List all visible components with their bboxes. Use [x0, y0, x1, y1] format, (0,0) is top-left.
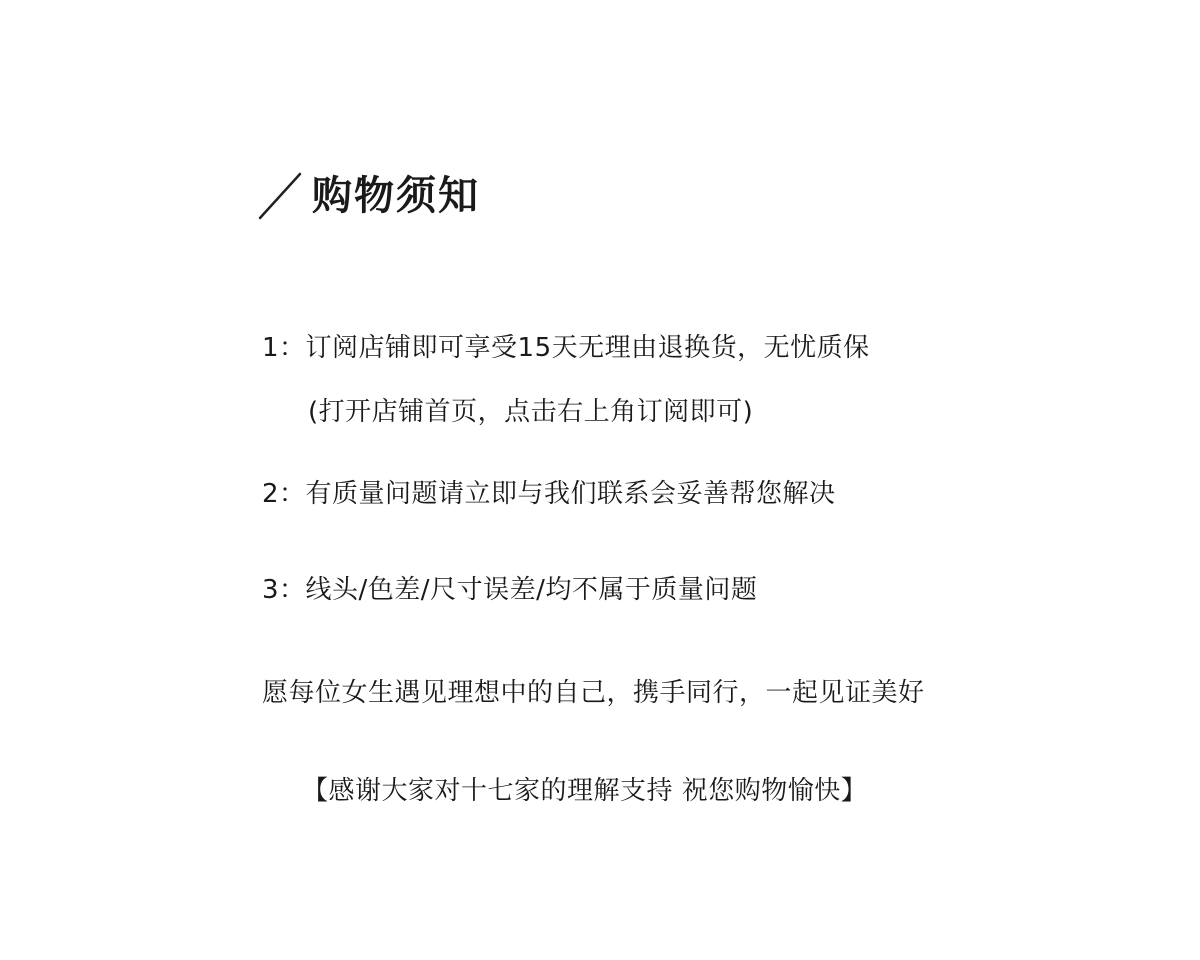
item-number: 1：	[262, 333, 306, 363]
item-number: 2：	[262, 479, 306, 509]
thanks-text: 【感谢大家对十七家的理解支持 祝您购物愉快】	[302, 776, 868, 806]
notice-item-1-note: (打开店铺首页，点击右上角订阅即可)	[308, 397, 754, 427]
slash-mark-icon	[258, 172, 302, 220]
item-text: 订阅店铺即可享受15天无理由退换货，无忧质保	[305, 333, 870, 363]
page-title: 购物须知	[312, 173, 480, 219]
wish-text: 愿每位女生遇见理想中的自己，携手同行，一起见证美好	[262, 678, 925, 708]
notice-item-2	[262, 476, 836, 512]
item-text: 线头/色差/尺寸误差/均不属于质量问题	[305, 575, 758, 605]
notice-item-1	[262, 330, 870, 366]
item-text: 有质量问题请立即与我们联系会妥善帮您解决	[305, 479, 836, 509]
page-heading	[258, 168, 480, 224]
item-number: 3：	[262, 575, 306, 605]
notice-item-3	[262, 572, 757, 608]
